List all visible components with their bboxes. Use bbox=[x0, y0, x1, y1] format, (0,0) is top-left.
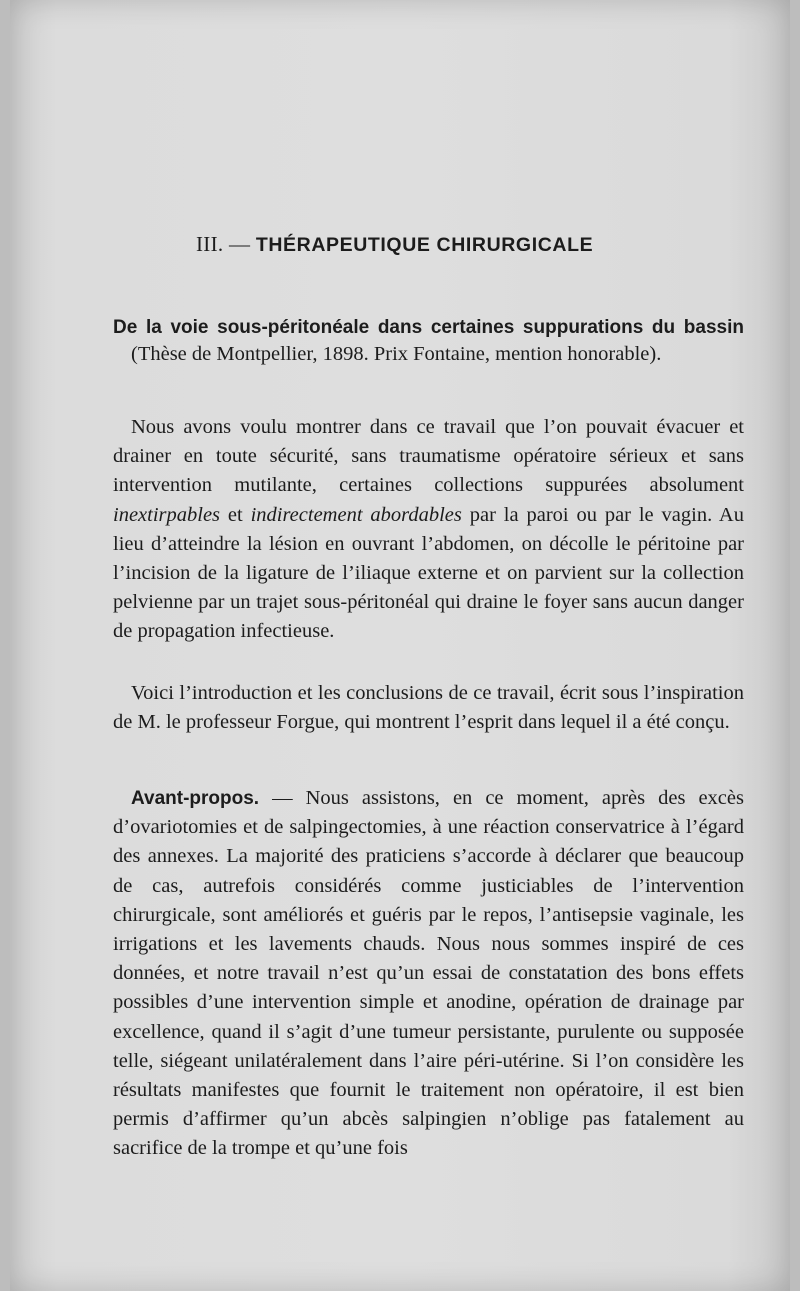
section-heading bbox=[196, 232, 716, 257]
paragraph-introduction: Voici l’introduction et les conclusions de ce travail, écrit sous l’inspiration de M. le professeur Forgue, qui montrent l’esprit dans lequel il a été conçu. bbox=[113, 682, 744, 734]
reference-title: De la voie sous-péritonéale dans certaines suppurations du bassin bbox=[113, 317, 744, 338]
paragraph-text: — Nous assistons, en ce moment, après des excès d’ovariotomies et de salpingectomies, à une réaction conservatrice à l’égard des annexes. La majorité des praticiens s’accorde à déclarer que beaucoup de cas, autrefois considérés comme justiciables de l’intervention chirurgicale, sont améliorés et guéris par le repos, l’antisepsie vaginale, les irrigations et les lavements chauds. Nous nous sommes inspiré de ces données, et notre travail n’est qu’un essai de constatation des bons effets possibles d’une intervention simple et anodine, opération de drainage par excellence, quand il s’agit d’une tumeur persistante, purulente ou supposée telle, siégeant unilatéralement dans l’aire péri-utérine. Si l’on considère les résultats manifestes que fournit le traitement non opératoire, il est bien permis d’affirmer qu’un abcès salpingien n’oblige pas fatalement au sacrifice de la trompe et qu’une fois bbox=[113, 787, 744, 1160]
paragraph-text: Nous avons voulu montrer dans ce travail que l’on pouvait évacuer et drainer en toute sécurité, sans traumatisme opératoire sérieux et sans intervention mutilante, certaines collections suppurées absolument bbox=[113, 416, 744, 497]
reference-entry bbox=[113, 314, 744, 367]
paragraph-summary bbox=[113, 413, 744, 647]
paragraph-avant-propos bbox=[113, 784, 744, 1164]
reference-details: (Thèse de Montpellier, 1898. Prix Fontaine, mention honorable). bbox=[131, 343, 662, 365]
book-page bbox=[10, 0, 790, 1291]
paragraph-text: par la paroi ou par le vagin. Au lieu d’atteindre la lésion en ouvrant l’abdomen, on décolle le péritoine par l’incision de la ligature de l’iliaque externe et on parvient sur la collection pelvienne par un trajet sous-péritonéal qui draine le foyer sans aucun danger de propagation infectieuse. bbox=[113, 503, 744, 643]
section-title: THÉRAPEUTIQUE CHIRURGICALE bbox=[255, 234, 594, 256]
paragraph-text: et bbox=[220, 503, 251, 526]
section-number: III. — bbox=[196, 232, 251, 256]
italic-term: indirectement abordables bbox=[250, 503, 462, 526]
italic-term: inextirpables bbox=[113, 503, 221, 526]
run-in-heading: Avant-propos. bbox=[131, 788, 260, 809]
